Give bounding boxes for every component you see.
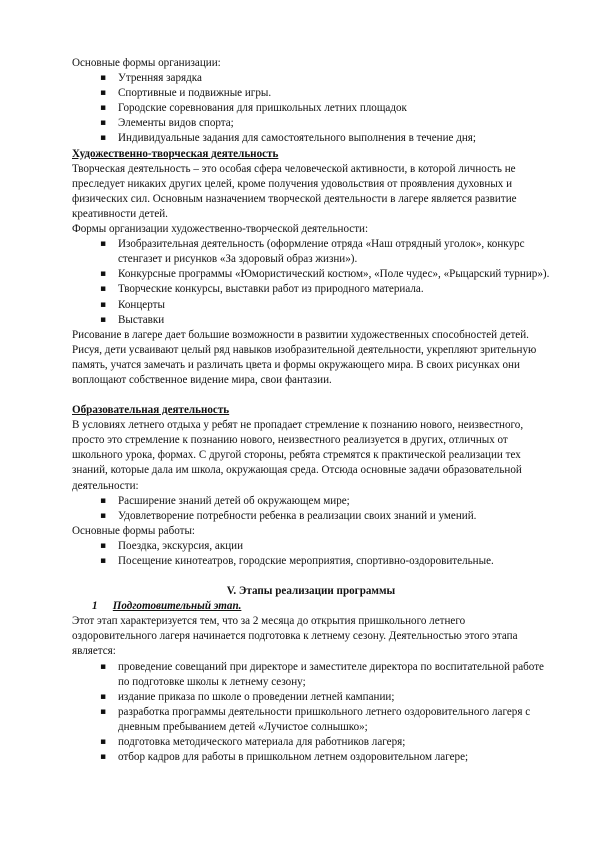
- edu-forms-heading: Основные формы работы:: [72, 524, 196, 537]
- list-item: ▪ Конкурсные программы «Юмористический костюм», «Поле чудес», «Рыцарский турнир»).: [72, 267, 550, 282]
- art-list: [72, 237, 550, 328]
- list-item: ▪ Выставки: [72, 313, 550, 328]
- spacer: [72, 388, 550, 403]
- art-forms-heading: Формы организации художественно-творческой деятельности:: [72, 223, 369, 236]
- list-item: ▪ Посещение кинотеатров, городские мероприятия, спортивно-оздоровительные.: [72, 554, 550, 569]
- art-intro: Творческая деятельность – это особая сфера человеческой активности, в которой личность не преследует никаких других целей, кроме получения удовольствия от проявления духовных и физических сил. Основным назначением творческой деятельности в лагере является развитие креативности детей.: [72, 162, 517, 220]
- list-item: ▪ Творческие конкурсы, выставки работ из природного материала.: [72, 282, 550, 297]
- list-item: ▪ подготовка методического материала для работников лагеря;: [72, 735, 550, 750]
- stage1-text: Этот этап характеризуется тем, что за 2 месяца до открытия пришкольного летнего оздоровительного лагеря начинается подготовка к летнему сезону. Деятельностью этого этапа является:: [72, 615, 518, 658]
- list-item: ▪ Городские соревнования для пришкольных летних площадок: [72, 101, 550, 116]
- list-item: ▪ Утренняя зарядка: [72, 71, 550, 86]
- list-item: ▪ издание приказа по школе о проведении летней кампании;: [72, 690, 550, 705]
- stage1-heading: [72, 599, 550, 614]
- edu-heading: Образовательная деятельность: [72, 404, 230, 417]
- list-item: ▪ Концерты: [72, 298, 550, 313]
- stages-heading: V. Этапы реализации программы: [226, 585, 396, 598]
- list-item: ▪ отбор кадров для работы в пришкольном летнем оздоровительном лагере;: [72, 750, 550, 765]
- list-item: ▪ проведение совещаний при директоре и заместителе директора по воспитательной работе по подготовке школы к летнему сезону;: [72, 660, 550, 690]
- art-outro: Рисование в лагере дает большие возможности в развитии художественных способностей детей. Рисуя, дети усваивают целый ряд навыков изобразительной деятельности, укрепляют зрительную память, учатся замечать и различать цвета и формы окружающего мира. В своих рисунках они воплощают собственное видение мира, свои фантазии.: [72, 328, 537, 386]
- list-item: ▪ Спортивные и подвижные игры.: [72, 86, 550, 101]
- document-page: [72, 56, 550, 765]
- forms-heading: Основные формы организации:: [72, 57, 221, 69]
- list-item: ▪ Элементы видов спорта;: [72, 116, 550, 131]
- stage1-number: 1: [92, 600, 98, 613]
- list-item: ▪ разработка программы деятельности пришкольного летнего оздоровительного лагеря с дневным пребыванием детей «Лучистое солнышко»;: [72, 705, 550, 735]
- forms-list: [72, 71, 550, 146]
- edu-tasks-list: [72, 494, 550, 524]
- list-item: ▪ Индивидуальные задания для самостоятельного выполнения в течение дня;: [72, 131, 550, 146]
- art-heading: Художественно-творческая деятельность: [72, 147, 279, 160]
- list-item: ▪ Поездка, экскурсия, акции: [72, 539, 550, 554]
- stage1-title: Подготовительный этап.: [112, 600, 242, 613]
- list-item: ▪ Удовлетворение потребности ребенка в реализации своих знаний и умений.: [72, 509, 550, 524]
- list-item: ▪ Расширение знаний детей об окружающем мире;: [72, 494, 550, 509]
- stage1-list: [72, 660, 550, 766]
- list-item: ▪ Изобразительная деятельность (оформление отряда «Наш отрядный уголок», конкурс стенгазет и рисунков «За здоровый образ жизни»).: [72, 237, 550, 267]
- edu-forms-list: [72, 539, 550, 569]
- edu-intro: В условиях летнего отдыха у ребят не пропадает стремление к познанию нового, неизвестного, просто это стремление к познанию нового, неизвестного реализуется в других, отличных от школьного урока, формах. С другой стороны, ребята стремятся к практической реализации тех знаний, которые дала им школа, окружающая среда. Отсюда основные задачи образовательной деятельности:: [72, 419, 524, 492]
- spacer: [72, 569, 550, 584]
